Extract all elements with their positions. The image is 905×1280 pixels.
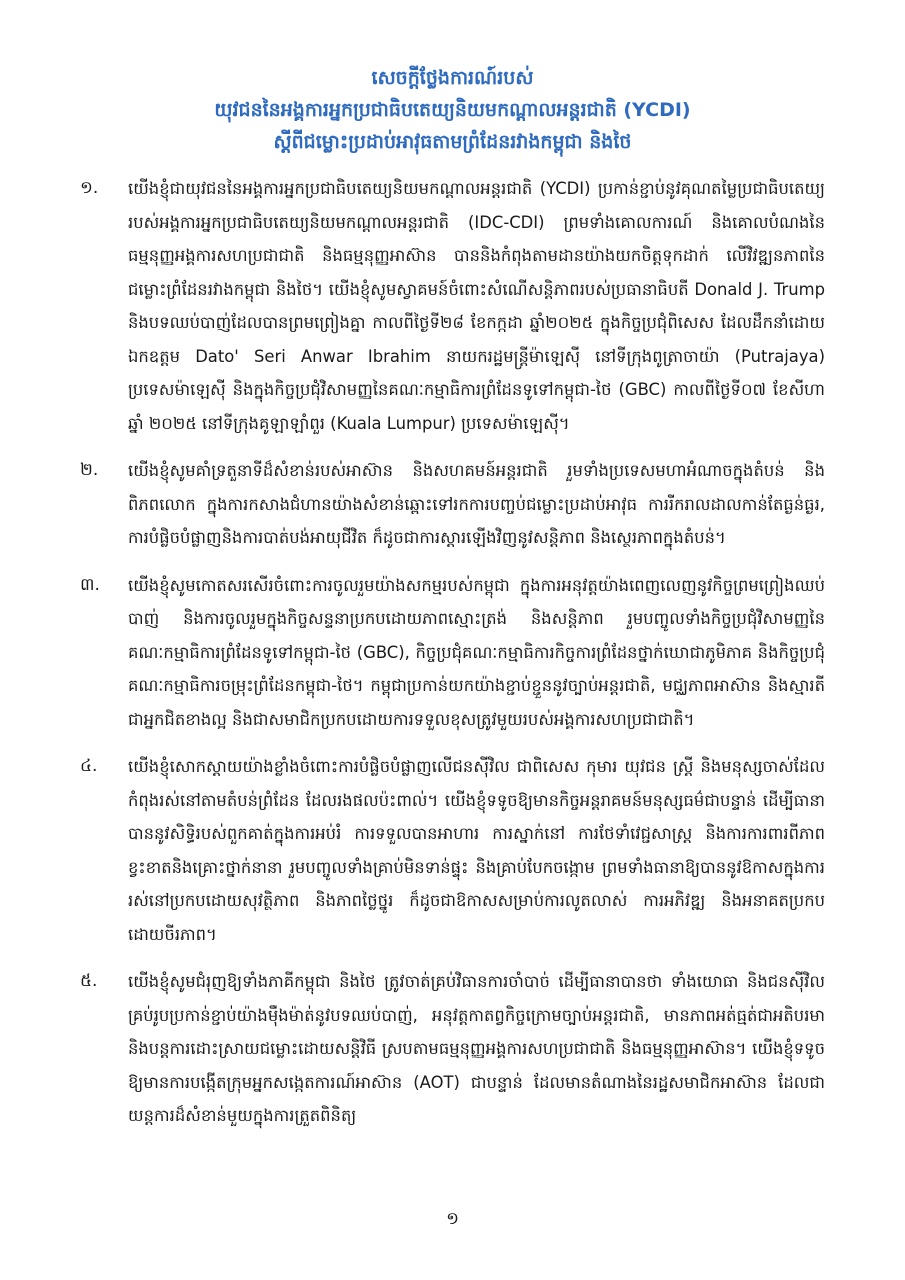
statement-item-3 — [80, 569, 825, 737]
page-number: ១ — [446, 1209, 459, 1229]
item-number: ៥. — [80, 971, 98, 991]
item-number: ២. — [80, 460, 99, 480]
item-number: ៣. — [80, 574, 100, 595]
statement-item-1 — [80, 172, 825, 440]
item-text: យើងខ្ញុំសោកស្ដាយយ៉ាងខ្លាំងចំពោះការបំផ្លិចបំផ្លាញលើជនស៊ីវិល ជាពិសេស កុមារ យុវជន ស្ត្រី និងមនុស្សចាស់ដែលកំពុងរស់នៅតាមតំបន់ព្រំដែន ដែលរងផលប៉ះពាល់។ យើងខ្ញុំទទូចឱ្យមានកិច្ចអន្តរាគមន៍មនុស្សធម៌ជាបន្ទាន់ ដើម្បីធានាបាននូវសិទ្ធិរបស់ពួកគាត់ក្នុងការអប់រំ ការទទួលបានអាហារ ការស្នាក់នៅ ការថែទាំវេជ្ជសាស្ត្រ និងការការពារពីភាពខ្វះខាតនិងគ្រោះថ្នាក់នានា រួមបញ្ចូលទាំងគ្រាប់មិនទាន់ផ្ទុះ និងគ្រាប់បែកចង្កោម ព្រមទាំងធានាឱ្យបាននូវឱកាសក្នុងការរស់នៅប្រកបដោយសុវត្ថិភាព និងភាពថ្លៃថ្នូរ ក៏ដូចជាឱកាសសម្រាប់ការលូតលាស់ ការអភិវឌ្ឍ និងអនាគតប្រកបដោយចីរភាព។ — [128, 757, 826, 944]
item-number: ១. — [80, 178, 99, 198]
item-text: យើងខ្ញុំសូមជំរុញឱ្យទាំងភាគីកម្ពុជា និងថៃ ត្រូវចាត់គ្រប់វិធានការចាំបាច់ ដើម្បីធានាបានថា ទាំងយោធា និងជនស៊ីវិលគ្រប់រូបប្រកាន់ខ្ជាប់យ៉ាងម៉ឺងម៉ាត់នូវបទឈប់បាញ់, អនុវត្តកាតព្វកិច្ចក្រោមច្បាប់អន្តរជាតិ, មានភាពអត់ធ្មត់ជាអតិបរមា និងបន្តការដោះស្រាយជម្លោះដោយសន្តិវិធី ស្របតាមធម្មនុញ្ញអង្គការសហប្រជាជាតិ និងធម្មនុញ្ញអាស៊ាន។ យើងខ្ញុំទទូចឱ្យមានការបង្កើតក្រុមអ្នកសង្កេតការណ៍អាស៊ាន (AOT) ជាបន្ទាន់ ដែលមានតំណាងនៃរដ្ឋសមាជិកអាស៊ាន ដែលជាយន្តការដ៏សំខាន់មួយក្នុងការត្រួតពិនិត្យ — [128, 972, 825, 1125]
statement-item-4 — [80, 750, 825, 951]
statement-item-2 — [80, 454, 825, 555]
statement-items — [80, 172, 825, 1147]
item-number: ៤. — [80, 756, 98, 776]
item-text: យើងខ្ញុំជាយុវជននៃអង្គការអ្នកប្រជាធិបតេយ្យនិយមកណ្ដាលអន្តរជាតិ (YCDI) ប្រកាន់ខ្ជាប់នូវគុណតម្លៃប្រជាធិបតេយ្យរបស់អង្គការអ្នកប្រជាធិបតេយ្យនិយមកណ្ដាលអន្តរជាតិ (IDC-CDI) ព្រមទាំងគោលការណ៍ និងគោលបំណងនៃធម្មនុញ្ញអង្គការសហប្រជាជាតិ និងធម្មនុញ្ញអាស៊ាន បាននិងកំពុងតាមដានយ៉ាងយកចិត្តទុកដាក់ លើវិវឌ្ឍនភាពនៃជម្លោះព្រំដែនរវាងកម្ពុជា និងថៃ។ យើងខ្ញុំសូមស្វាគមន៍ចំពោះសំណើសន្តិភាពរបស់ប្រធានាធិបតី Donald J. Trump និងបទឈប់បាញ់ដែលបានព្រមព្រៀងគ្នា កាលពីថ្ងៃទី២៨ ខែកក្កដា ឆ្នាំ២០២៥ ក្នុងកិច្ចប្រជុំពិសេស ដែលដឹកនាំដោយ ឯកឧត្តម Dato' Seri Anwar Ibrahim នាយករដ្ឋមន្ត្រីម៉ាឡេស៊ី នៅទីក្រុងពូត្រាចាយ៉ា (Putrajaya) ប្រទេសម៉ាឡេស៊ី និងក្នុងកិច្ចប្រជុំវិសាមញ្ញនៃគណៈកម្មាធិការព្រំដែនទូទៅកម្ពុជា-ថៃ (GBC) កាលពីថ្ងៃទី០៧ ខែសីហា ឆ្នាំ ២០២៥ នៅទីក្រុងគូឡាឡាំពួរ (Kuala Lumpur) ប្រទេសម៉ាឡេស៊ី។ — [128, 179, 825, 433]
title-line-3: ស្ដីពីជម្លោះប្រដាប់អាវុធតាមព្រំដែនរវាងកម្ពុជា និងថៃ — [273, 131, 632, 153]
item-text: យើងខ្ញុំសូមគាំទ្រតួនាទីដ៏សំខាន់របស់អាស៊ាន និងសហគមន៍អន្តរជាតិ រួមទាំងប្រទេសមហាអំណាចក្នុងតំបន់ និងពិភពលោក ក្នុងការកសាងជំហានយ៉ាងសំខាន់ឆ្ពោះទៅរកការបញ្ចប់ជម្លោះប្រដាប់អាវុធ ការរីករាលដាលកាន់តែធ្ងន់ធ្ងរ, ការបំផ្លិចបំផ្លាញនិងការបាត់បង់អាយុជីវិត ក៏ដូចជាការស្ដារឡើងវិញនូវសន្តិភាព និងស្ថេរភាពក្នុងតំបន់។ — [128, 461, 825, 547]
title-line-1: សេចក្ដីថ្លែងការណ៍របស់ — [371, 67, 534, 89]
statement-item-5 — [80, 965, 825, 1133]
item-text: យើងខ្ញុំសូមកោតសរសើរចំពោះការចូលរួមយ៉ាងសកម្មរបស់កម្ពុជា ក្នុងការអនុវត្តយ៉ាងពេញលេញនូវកិច្ចព្រមព្រៀងឈប់បាញ់ និងការចូលរួមក្នុងកិច្ចសន្ទនាប្រកបដោយភាពស្មោះត្រង់ និងសន្តិភាព រួមបញ្ចូលទាំងកិច្ចប្រជុំវិសាមញ្ញនៃគណៈកម្មាធិការព្រំដែនទូទៅកម្ពុជា-ថៃ (GBC), កិច្ចប្រជុំគណៈកម្មាធិការកិច្ចការព្រំដែនថ្នាក់ឃោជាភូមិភាគ និងកិច្ចប្រជុំគណៈកម្មាធិការចម្រុះព្រំដែនកម្ពុជា-ថៃ។ កម្ពុជាប្រកាន់យកយ៉ាងខ្ជាប់ខ្ជួននូវច្បាប់អន្តរជាតិ, មជ្ឈភាពអាស៊ាន និងស្មារតីជាអ្នកជិតខាងល្អ និងជាសមាជិកប្រកបដោយការទទួលខុសត្រូវមួយរបស់អង្គការសហប្រជាជាតិ។ — [128, 575, 825, 729]
title-line-2: យុវជននៃអង្គការអ្នកប្រជាធិបតេយ្យនិយមកណ្ដាលអន្តរជាតិ (YCDI) — [214, 99, 691, 121]
statement-title — [60, 62, 845, 158]
